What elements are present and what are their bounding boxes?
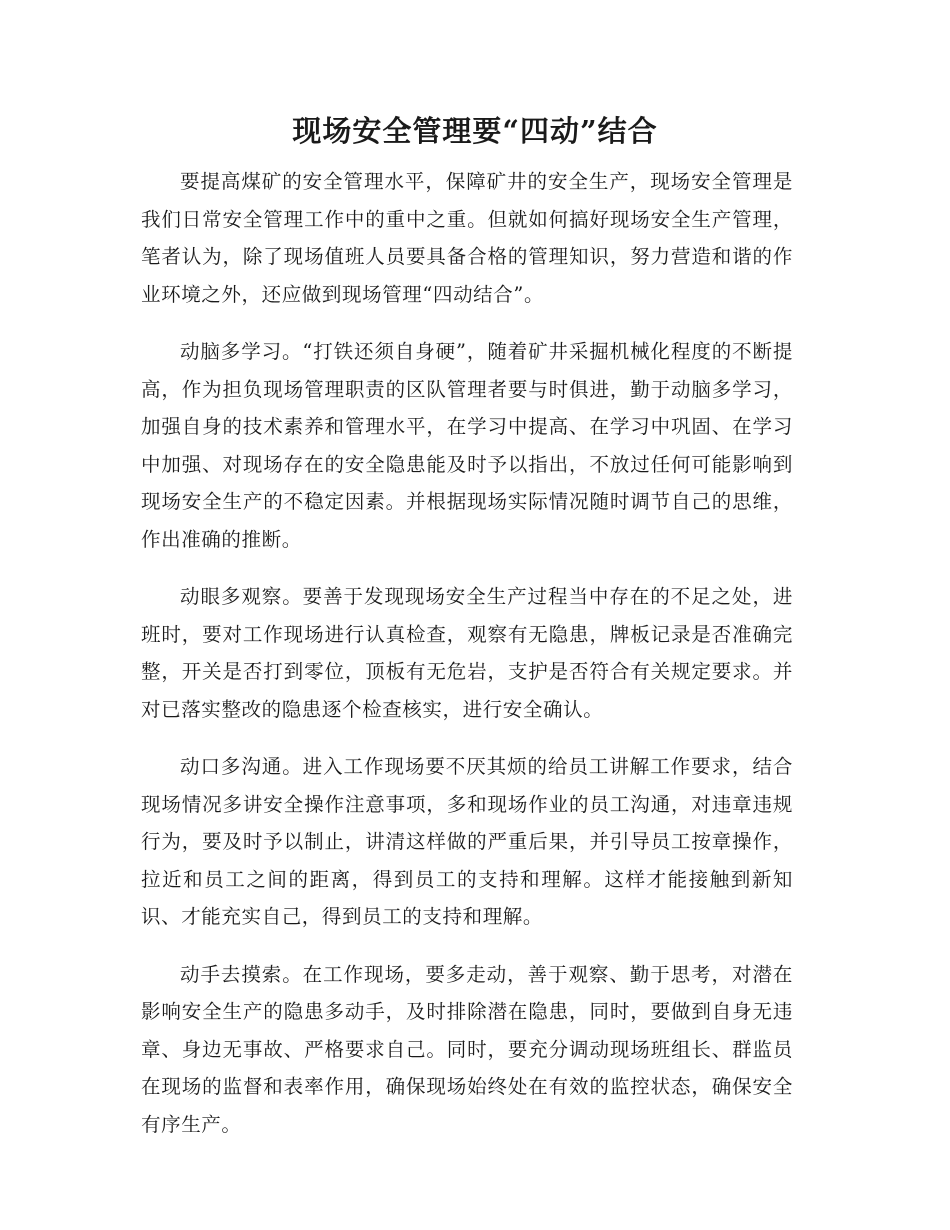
paragraph-mouth: 动口多沟通。进入工作现场要不厌其烦的给员工讲解工作要求，结合现场情况多讲安全操作注意事项，多和现场作业的员工沟通，对违章违规行为，要及时予以制止，讲清这样做的严重后果，并引导员工按章操作，拉近和员工之间的距离，得到员工的支持和理解。这样才能接触到新知识、才能充实自己，得到员工的支持和理解。	[141, 755, 793, 928]
paragraph-eyes: 动眼多观察。要善于发现现场安全生产过程当中存在的不足之处，进班时，要对工作现场进行认真检查，观察有无隐患，牌板记录是否准确完整，开关是否打到零位，顶板有无危岩，支护是否符合有关规定要求。并对已落实整改的隐患逐个检查核实，进行安全确认。	[141, 585, 793, 721]
document-title: 现场安全管理要“四动”结合	[292, 114, 658, 148]
document-body	[141, 163, 793, 1163]
paragraph-brain: 动脑多学习。“打铁还须自身硬”，随着矿井采掘机械化程度的不断提高，作为担负现场管理职责的区队管理者要与时俱进，勤于动脑多学习，加强自身的技术素养和管理水平，在学习中提高、在学习中巩固、在学习中加强、对现场存在的安全隐患能及时予以指出，不放过任何可能影响到现场安全生产的不稳定因素。并根据现场实际情况随时调节自己的思维，作出准确的推断。	[141, 340, 793, 551]
paragraph-hands: 动手去摸索。在工作现场，要多走动，善于观察、勤于思考，对潜在影响安全生产的隐患多动手，及时排除潜在隐患，同时，要做到自身无违章、身边无事故、严格要求自己。同时，要充分调动现场班组长、群监员在现场的监督和表率作用，确保现场始终处在有效的监控状态，确保安全有序生产。	[141, 962, 793, 1136]
paragraph-intro: 要提高煤矿的安全管理水平，保障矿井的安全生产，现场安全管理是我们日常安全管理工作中的重中之重。但就如何搞好现场安全生产管理，笔者认为，除了现场值班人员要具备合格的管理知识，努力营造和谐的作业环境之外，还应做到现场管理“四动结合”。	[141, 170, 793, 306]
